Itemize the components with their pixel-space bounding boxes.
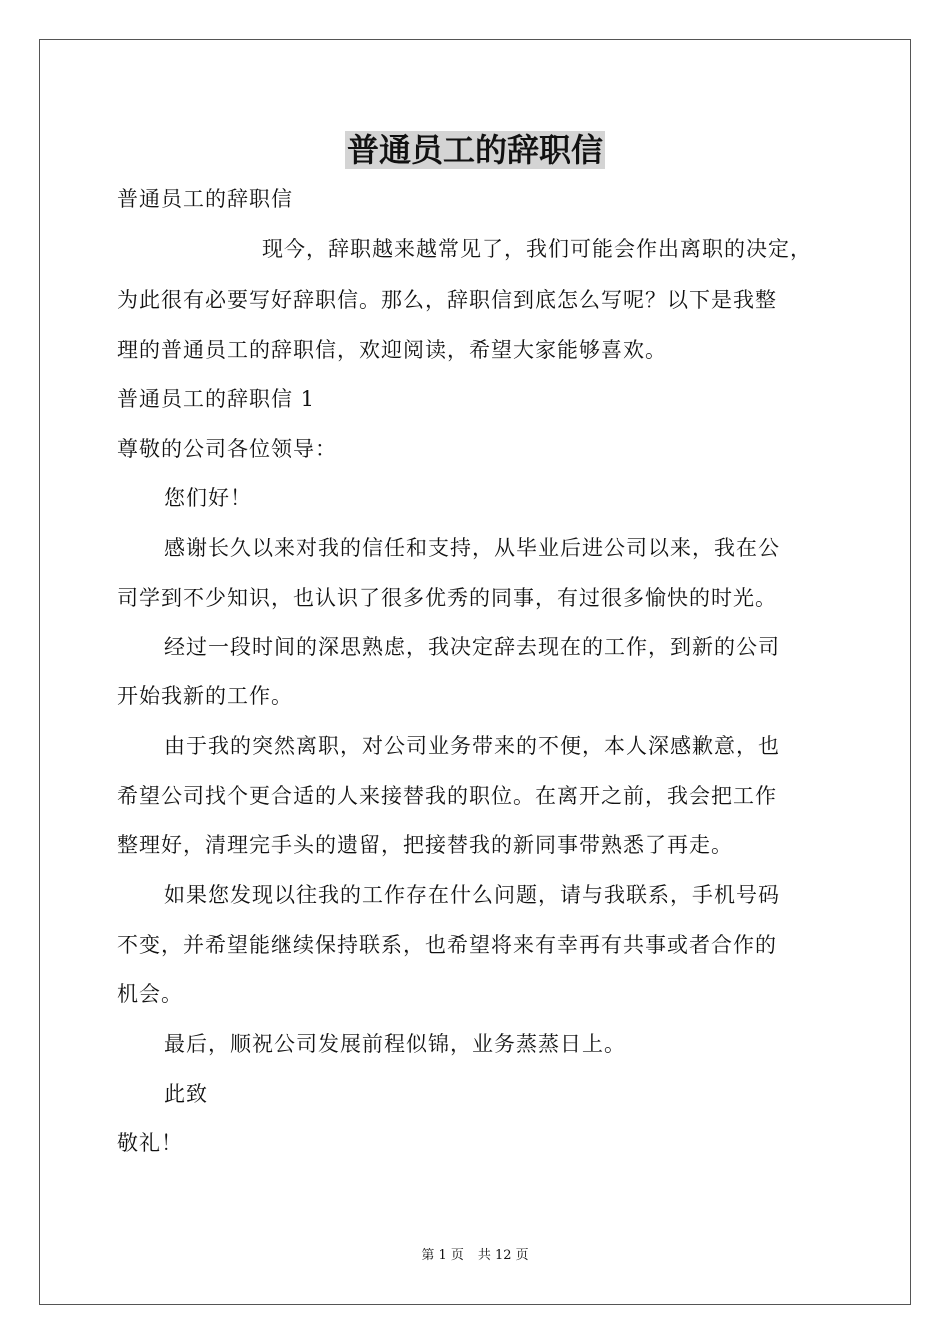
body-line: 机会。 bbox=[117, 982, 183, 1006]
page-border bbox=[39, 39, 911, 1305]
body-line: 由于我的突然离职，对公司业务带来的不便，本人深感歉意，也 bbox=[164, 734, 780, 758]
body-line: 如果您发现以往我的工作存在什么问题，请与我联系，手机号码 bbox=[164, 883, 780, 907]
greeting: 您们好！ bbox=[164, 486, 252, 510]
body-line: 为此很有必要写好辞职信。那么，辞职信到底怎么写呢？以下是我整 bbox=[117, 288, 777, 312]
body-line: 经过一段时间的深思熟虑，我决定辞去现在的工作，到新的公司 bbox=[164, 635, 780, 659]
body-line: 现今，辞职越来越常见了，我们可能会作出离职的决定， bbox=[262, 237, 812, 261]
salutation: 尊敬的公司各位领导： bbox=[117, 437, 337, 461]
document-title bbox=[0, 128, 950, 172]
page-number: 第 1 页 bbox=[421, 1248, 464, 1263]
body-line: 整理好，清理完手头的遗留，把接替我的新同事带熟悉了再走。 bbox=[117, 833, 733, 857]
page-footer bbox=[0, 1247, 950, 1265]
body-line: 最后，顺祝公司发展前程似锦，业务蒸蒸日上。 bbox=[164, 1032, 626, 1056]
body-line: 开始我新的工作。 bbox=[117, 684, 293, 708]
body-line: 司学到不少知识，也认识了很多优秀的同事，有过很多愉快的时光。 bbox=[117, 586, 777, 610]
section-heading: 普通员工的辞职信 1 bbox=[117, 387, 316, 411]
closing-regards: 敬礼！ bbox=[117, 1131, 183, 1155]
body-line: 感谢长久以来对我的信任和支持，从毕业后进公司以来，我在公 bbox=[164, 536, 780, 560]
body-line: 不变，并希望能继续保持联系，也希望将来有幸再有共事或者合作的 bbox=[117, 933, 777, 957]
body-line: 理的普通员工的辞职信，欢迎阅读，希望大家能够喜欢。 bbox=[117, 338, 667, 362]
body-line: 普通员工的辞职信 bbox=[117, 187, 293, 211]
document-title-text: 普通员工的辞职信 bbox=[346, 131, 603, 169]
closing-line: 此致 bbox=[164, 1082, 208, 1106]
page-total: 共 12 页 bbox=[477, 1248, 529, 1263]
body-line: 希望公司找个更合适的人来接替我的职位。在离开之前，我会把工作 bbox=[117, 784, 777, 808]
